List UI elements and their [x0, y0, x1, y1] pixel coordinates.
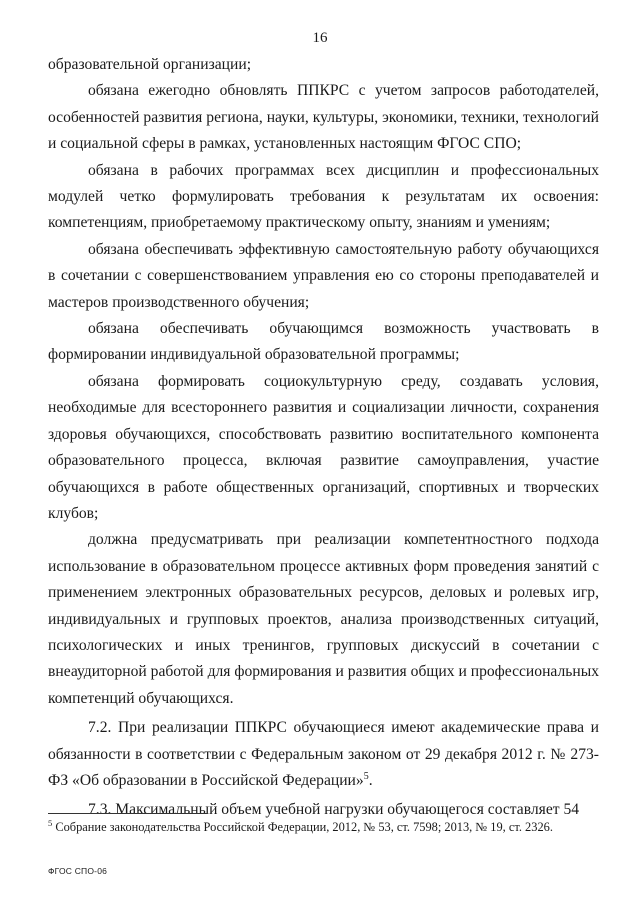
- footer-code: ФГОС СПО-06: [48, 866, 108, 876]
- body-text: [48, 52, 599, 824]
- list-item: обязана в рабочих программах всех дисциплин и профессиональных модулей четко формулировать требования к результатам их освоения: компетенциям, приобретаемому практическому опыту, знаниям и умениям;: [48, 161, 599, 232]
- footnote-divider: [48, 813, 208, 814]
- footnote-reference[interactable]: 5: [363, 770, 369, 782]
- list-item: обязана обеспечивать обучающимся возможность участвовать в формировании индивидуальной образовательной программы;: [48, 320, 599, 364]
- section-7-3: 7.3. Максимальный объем учебной нагрузки обучающегося составляет 54: [88, 801, 580, 819]
- list-item: обязана формировать социокультурную среду, создавать условия, необходимые для всестороннего развития и социализации личности, сохранения здоровья обучающихся, способствовать развитию воспитательного компонента образовательного процесса, включая развитие самоуправления, участие обучающихся в работе общественных организаций, спортивных и творческих клубов;: [48, 372, 599, 522]
- list-item: обязана ежегодно обновлять ППКРС с учетом запросов работодателей, особенностей развития региона, науки, культуры, экономики, техники, технологий и социальной сферы в рамках, установленных настоящим ФГОС СПО;: [48, 82, 599, 153]
- footnote: [48, 819, 608, 835]
- section-7-2-period: .: [368, 771, 373, 789]
- footnote-mark: 5: [48, 817, 53, 828]
- footnote-text: Собрание законодательства Российской Федерации, 2012, № 53, ст. 7598; 2013, № 19, ст. 2326.: [52, 820, 553, 834]
- paragraph-continuation: образовательной организации;: [48, 56, 252, 73]
- list-item: обязана обеспечивать эффективную самостоятельную работу обучающихся в сочетании с совершенствованием управления ею со стороны преподавателей и мастеров производственного обучения;: [48, 240, 599, 311]
- list-item: должна предусматривать при реализации компетентностного подхода использование в образовательном процессе активных форм проведения занятий с применением электронных образовательных ресурсов, деловых и ролевых игр, индивидуальных и групповых проектов, анализа производственных ситуаций, психологических и иных тренингов, групповых дискуссий в сочетании с внеаудиторной работой для формирования и развития общих и профессиональных компетенций обучающихся.: [48, 531, 599, 707]
- page-number: 16: [312, 30, 328, 46]
- section-7-2: [48, 715, 599, 794]
- section-7-2-text: 7.2. При реализации ППКРС обучающиеся имеют академические права и обязанности в соответствии с Федеральным законом от 29 декабря 2012 г. № 273-ФЗ «Об образовании в Российской Федерации»: [48, 719, 599, 789]
